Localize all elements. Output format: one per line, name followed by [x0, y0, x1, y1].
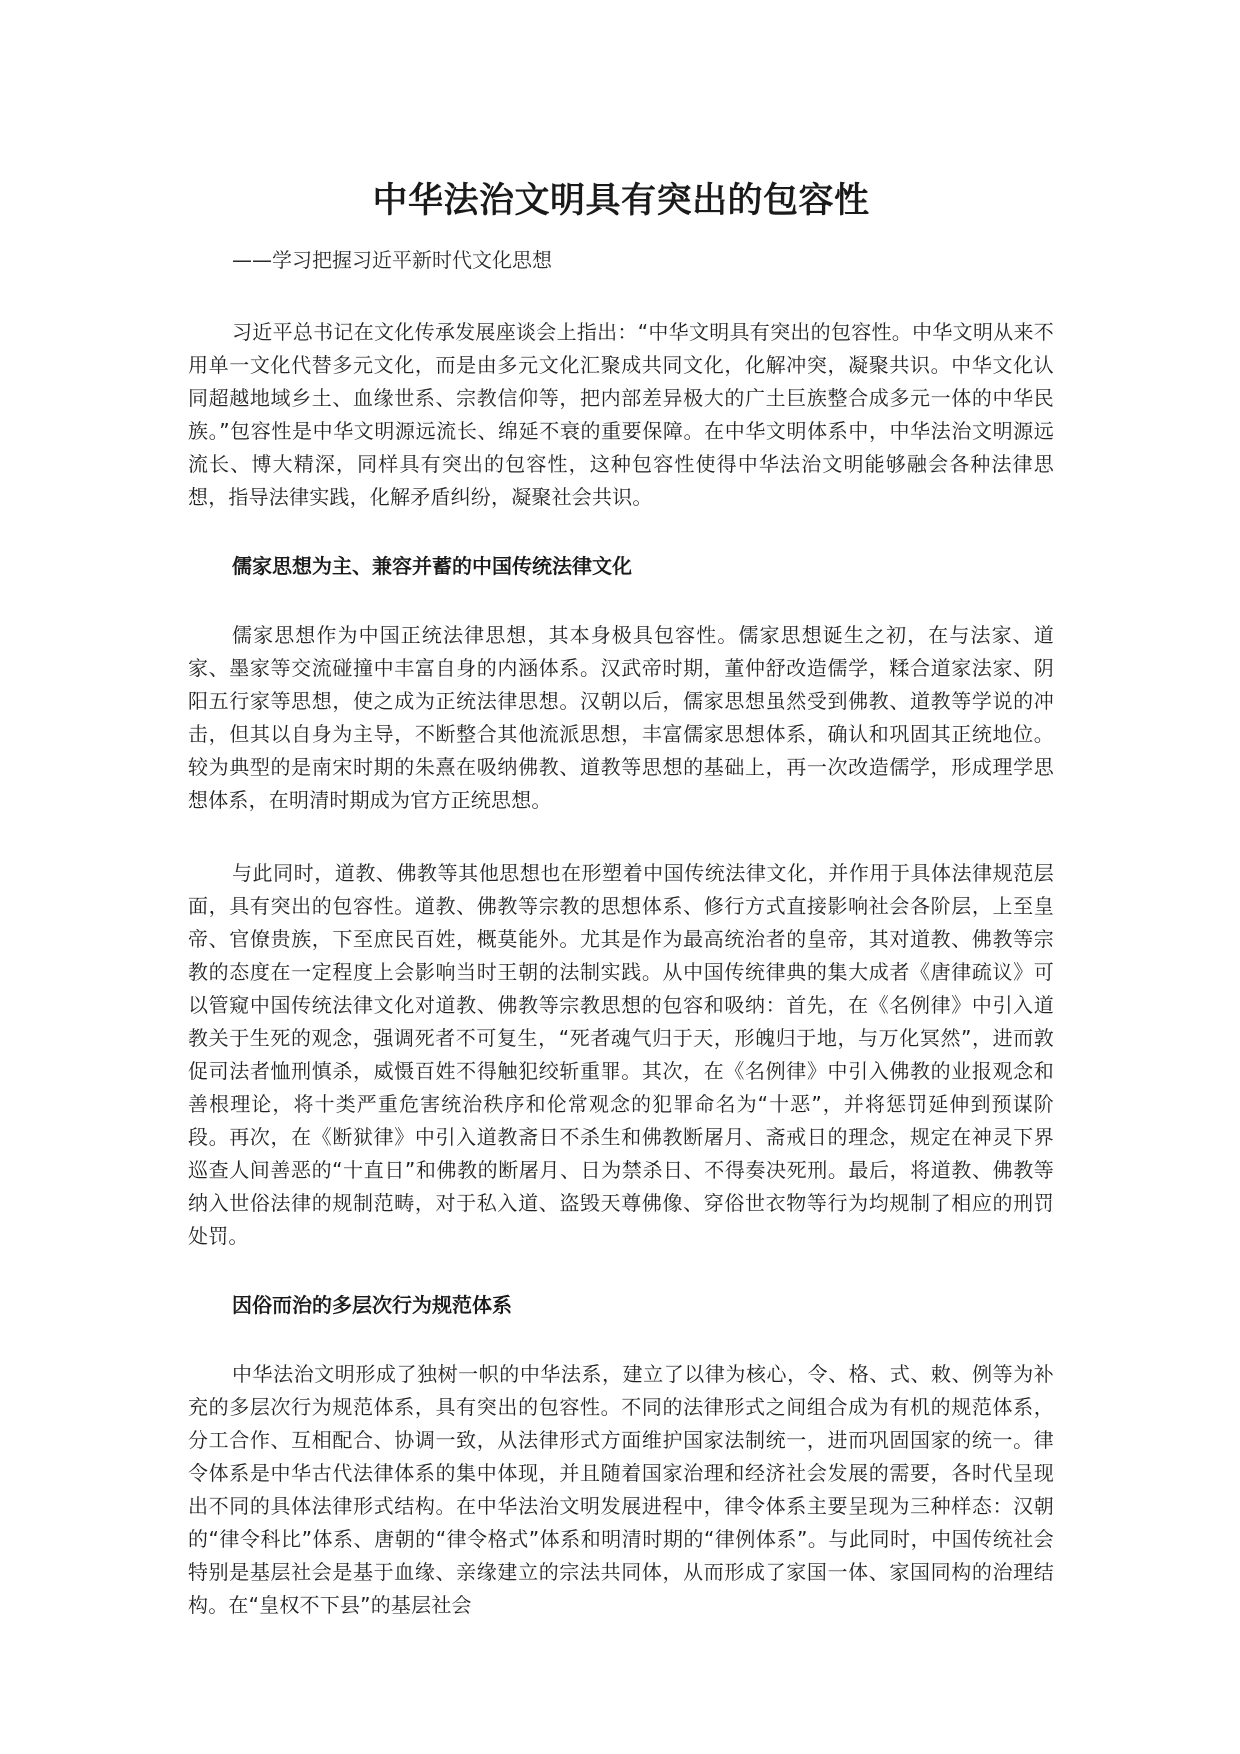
intro-paragraph: 习近平总书记在文化传承发展座谈会上指出：“中华文明具有突出的包容性。中华文明从来不用单一文化代替多元文化，而是由多元文化汇聚成共同文化，化解冲突，凝聚共识。中华文化认同超越地域乡土、血缘世系、宗教信仰等，把内部差异极大的广土巨族整合成多元一体的中华民族。”包容性是中华文明源远流长、绵延不衰的重要保障。在中华文明体系中，中华法治文明源远流长、博大精深，同样具有突出的包容性，这种包容性使得中华法治文明能够融会各种法律思想，指导法律实践，化解矛盾纠纷，凝聚社会共识。: [188, 320, 1054, 509]
document-page: [188, 168, 1054, 1622]
spacer: [188, 817, 1054, 857]
document-subtitle: ——学习把握习近平新时代文化思想: [232, 248, 552, 272]
section-heading-confucian-thought: 儒家思想为主、兼容并蓄的中国传统法律文化: [232, 554, 632, 578]
section-heading-norm-system: 因俗而治的多层次行为规范体系: [232, 1293, 512, 1317]
spacer: [188, 1253, 1054, 1289]
body-paragraph: 与此同时，道教、佛教等其他思想也在形塑着中国传统法律文化，并作用于具体法律规范层面，具有突出的包容性。道教、佛教等宗教的思想体系、修行方式直接影响社会各阶层，上至皇帝、官僚贵族，下至庶民百姓，概莫能外。尤其是作为最高统治者的皇帝，其对道教、佛教等宗教的态度在一定程度上会影响当时王朝的法制实践。从中国传统律典的集大成者《唐律疏议》可以管窥中国传统法律文化对道教、佛教等宗教思想的包容和吸纳：首先，在《名例律》中引入道教关于生死的观念，强调死者不可复生，“死者魂气归于天，形魄归于地，与万化冥然”，进而敦促司法者恤刑慎杀，威慑百姓不得触犯绞斩重罪。其次，在《名例律》中引入佛教的业报观念和善根理论，将十类严重危害统治秩序和伦常观念的犯罪命名为“十恶”，并将惩罚延伸到预谋阶段。再次，在《断狱律》中引入道教斋日不杀生和佛教断屠月、斋戒日的理念，规定在神灵下界巡查人间善恶的“十直日”和佛教的断屠月、日为禁杀日、不得奏决死刑。最后，将道教、佛教等纳入世俗法律的规制范畴，对于私入道、盗毁天尊佛像、穿俗世衣物等行为均规制了相应的刑罚处罚。: [188, 861, 1054, 1248]
body-paragraph: 中华法治文明形成了独树一帜的中华法系，建立了以律为核心，令、格、式、敕、例等为补充的多层次行为规范体系，具有突出的包容性。不同的法律形式之间组合成为有机的规范体系，分工合作、互相配合、协调一致，从法律形式方面维护国家法制统一，进而巩固国家的统一。律令体系是中华古代法律体系的集中体现，并且随着国家治理和经济社会发展的需要，各时代呈现出不同的具体法律形式结构。在中华法治文明发展进程中，律令体系主要呈现为三种样态：汉朝的“律令科比”体系、唐朝的“律令格式”体系和明清时期的“律例体系”。与此同时，中国传统社会特别是基层社会是基于血缘、亲缘建立的宗法共同体，从而形成了家国一体、家国同构的治理结构。在“皇权不下县”的基层社会: [188, 1362, 1054, 1617]
spacer: [188, 514, 1054, 550]
spacer: [188, 1322, 1054, 1358]
body-paragraph: 儒家思想作为中国正统法律思想，其本身极具包容性。儒家思想诞生之初，在与法家、道家、墨家等交流碰撞中丰富自身的内涵体系。汉武帝时期，董仲舒改造儒学，糅合道家法家、阴阳五行家等思想，使之成为正统法律思想。汉朝以后，儒家思想虽然受到佛教、道教等学说的冲击，但其以自身为主导，不断整合其他流派思想，丰富儒家思想体系，确认和巩固其正统地位。较为典型的是南宋时期的朱熹在吸纳佛教、道教等思想的基础上，再一次改造儒学，形成理学思想体系，在明清时期成为官方正统思想。: [188, 623, 1054, 812]
spacer: [188, 276, 1054, 316]
document-title: 中华法治文明具有突出的包容性: [372, 181, 870, 221]
spacer: [188, 583, 1054, 619]
